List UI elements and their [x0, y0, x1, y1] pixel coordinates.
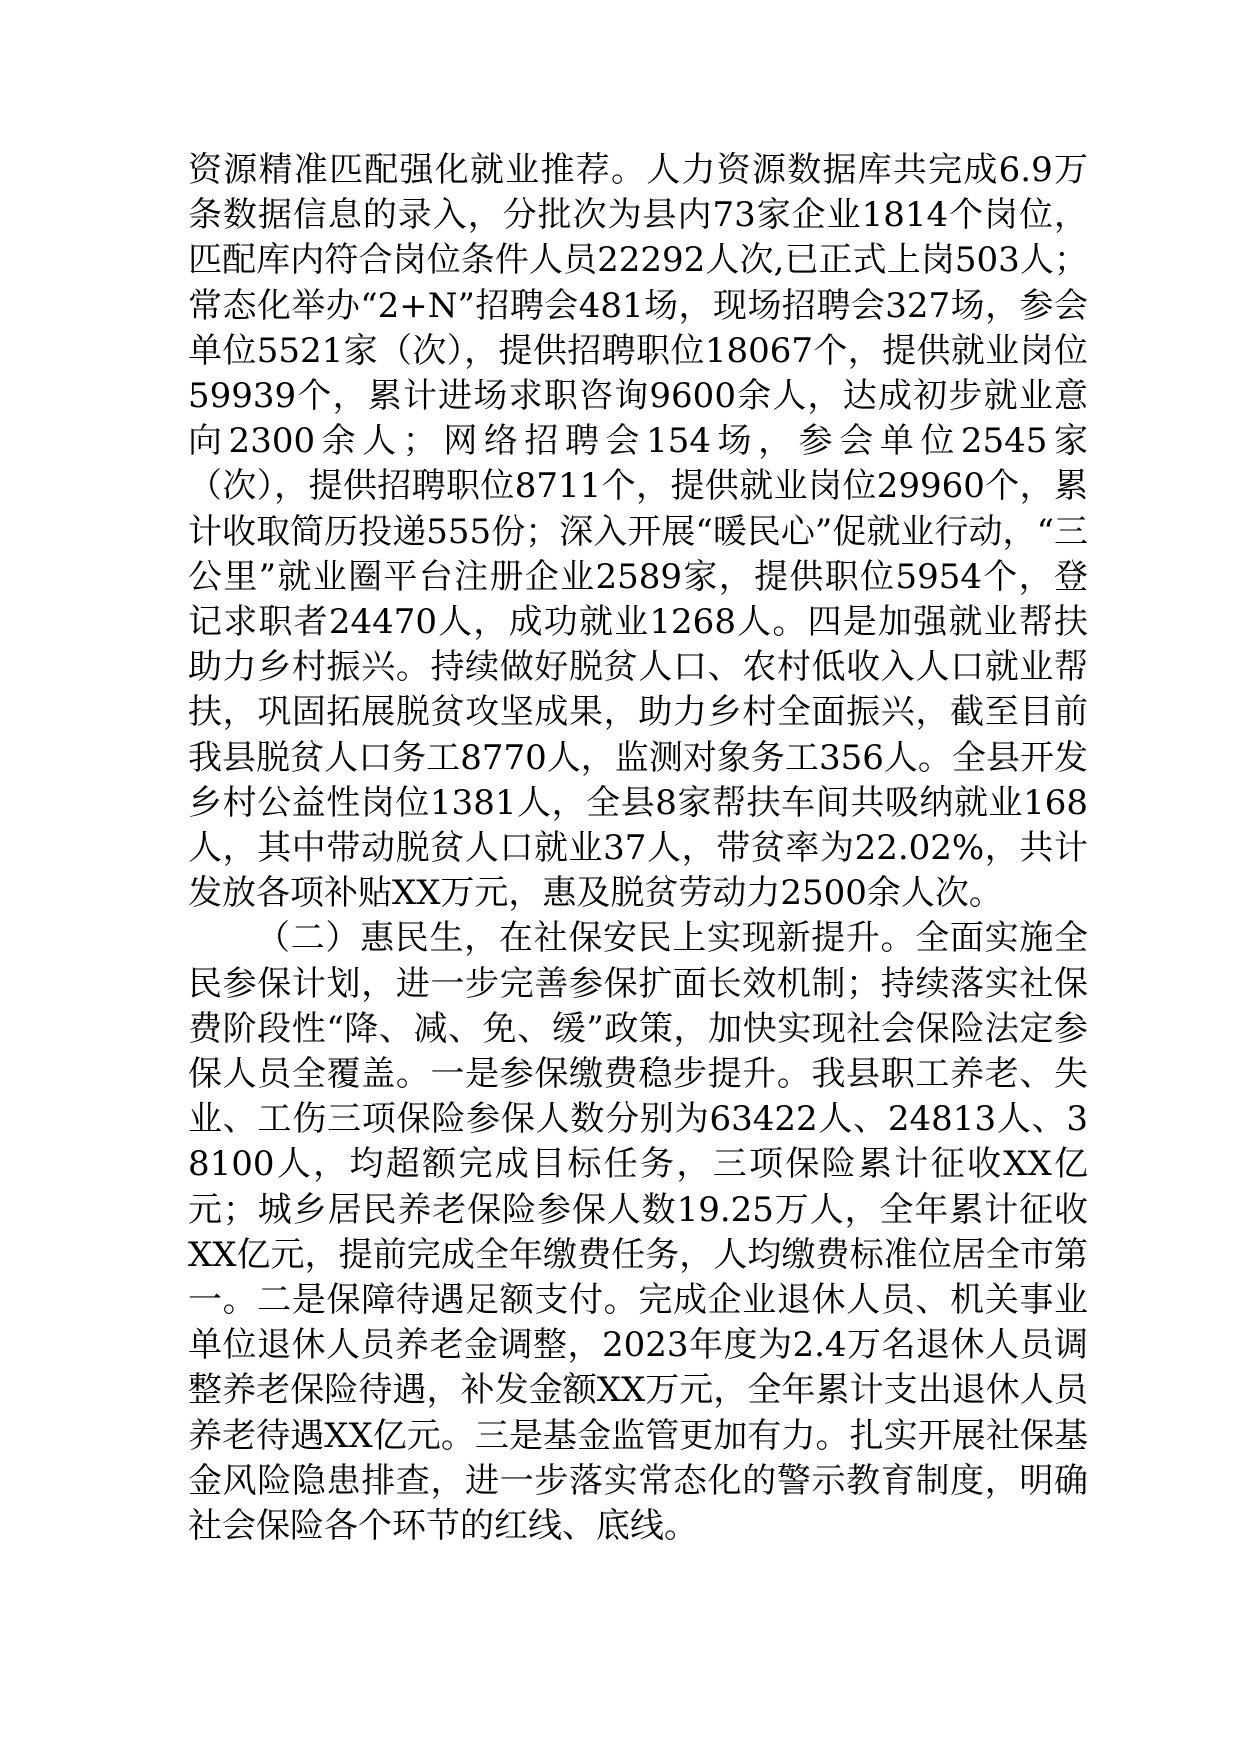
document-body	[188, 148, 1088, 1549]
paragraph-social-security: （二）惠民生，在社保安民上实现新提升。全面实施全民参保计划，进一步完善参保扩面长效机制；持续落实社保费阶段性“降、减、免、缓”政策，加快实现社会保险法定参保人员全覆盖。一是参保缴费稳步提升。我县职工养老、失业、工伤三项保险参保人数分别为63422人、24813人、38100人，均超额完成目标任务，三项保险累计征收XX亿元；城乡居民养老保险参保人数19.25万人，全年累计征收XX亿元，提前完成全年缴费任务，人均缴费标准位居全市第一。二是保障待遇足额支付。完成企业退休人员、机关事业单位退休人员养老金调整，2023年度为2.4万名退休人员调整养老保险待遇，补发金额XX万元，全年累计支出退休人员养老待遇XX亿元。三是基金监管更加有力。扎实开展社保基金风险隐患排查，进一步落实常态化的警示教育制度，明确社会保险各个环节的红线、底线。	[188, 918, 1088, 1547]
paragraph-employment-services: 资源精准匹配强化就业推荐。人力资源数据库共完成6.9万条数据信息的录入，分批次为县内73家企业1814个岗位，匹配库内符合岗位条件人员22292人次,已正式上岗503人；常态化举办“2+N”招聘会481场，现场招聘会327场，参会单位5521家（次），提供招聘职位18067个，提供就业岗位59939个，累计进场求职咨询9600余人，达成初步就业意向2300余人；网络招聘会154场，参会单位2545家（次），提供招聘职位8711个，提供就业岗位29960个，累计收取简历投递555份；深入开展“暖民心”促就业行动，“三公里”就业圈平台注册企业2589家，提供职位5954个，登记求职者24470人，成功就业1268人。四是加强就业帮扶助力乡村振兴。持续做好脱贫人口、农村低收入人口就业帮扶，巩固拓展脱贫攻坚成果，助力乡村全面振兴，截至目前我县脱贫人口务工8770人，监测对象务工356人。全县开发乡村公益性岗位1381人，全县8家帮扶车间共吸纳就业168人，其中带动脱贫人口就业37人，带贫率为22.02%，共计发放各项补贴XX万元，惠及脱贫劳动力2500余人次。	[188, 150, 1088, 914]
